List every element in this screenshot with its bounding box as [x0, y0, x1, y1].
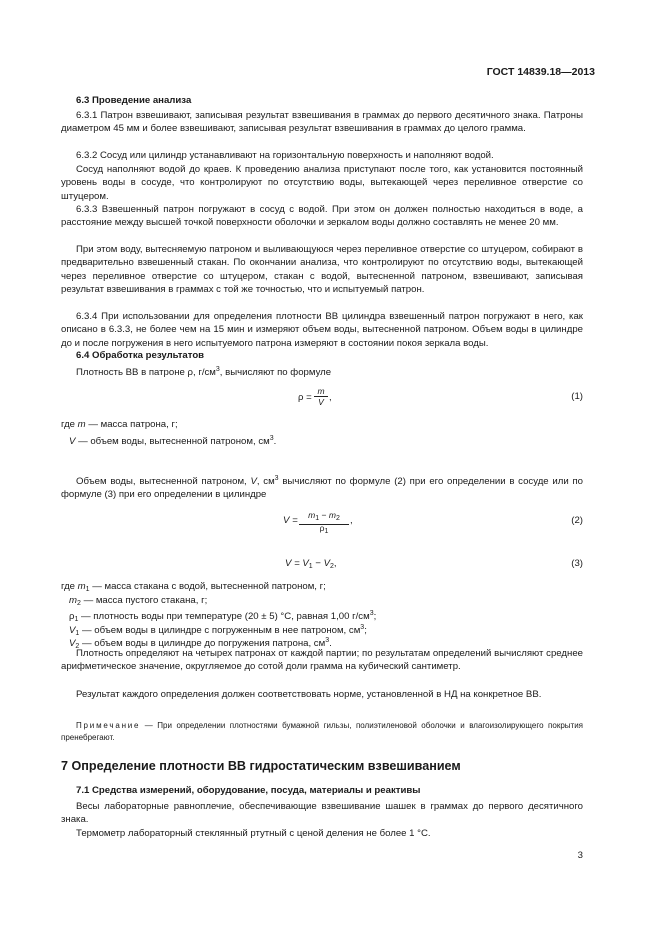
paragraph-water-fill: Сосуд наполняют водой до краев. К проведению анализа приступают после того, как установится постоянный уровень воды в сосуде, что контролируют по отсутствию воды, вытекающей через переливное отверстие со штуцером.: [61, 164, 583, 202]
paragraph-6-3-3: 6.3.3 Взвешенный патрон погружают в сосуд с водой. При этом он должен полностью находиться в воде, а расстояние между высшей точкой поверхности оболочки и зеркалом воды должно составлять не менее 20 мм.: [61, 204, 583, 229]
equation-2-number: (2): [571, 515, 583, 526]
section-7-1-title: 7.1 Средства измерений, оборудование, посуда, материалы и реактивы: [76, 785, 421, 796]
equation-3-number: (3): [571, 558, 583, 569]
where-m2: $m_2$ — масса пустого стакана, г;: [69, 595, 208, 607]
note: Примечание — При определении плотностями бумажной гильзы, полиэтиленовой оболочки и влагоизолирующего покрытия пренебрегают.: [61, 721, 583, 742]
where-v2: $V_2$ — объем воды в цилиндре до погружения патрона, $см^3$.: [69, 637, 332, 650]
paragraph-6-3-1: 6.3.1 Патрон взвешивают, записывая результат взвешивания в граммах до первого десятичного знака. Патроны диаметром 45 мм и более взвешивают, записывая результат взвешивания в граммах до целого грамма.: [61, 110, 583, 135]
document-code: ГОСТ 14839.18—2013: [486, 66, 595, 78]
equation-1-number: (1): [571, 391, 583, 402]
page-number: 3: [577, 850, 583, 861]
paragraph-four-cartridges: Плотность определяют на четырех патронах от каждой партии; по результатам определений вычисляют среднее арифметическое значение, округляемое до сотой доли грамма на кубический сантиметр.: [61, 648, 583, 673]
paragraph-6-3-4: 6.3.4 При использовании для определения плотности ВВ цилиндра взвешенный патрон погружают в него, как описано в 6.3.3, не более чем на 15 мин и измеряют объем воды, вытесненной патроном. Объем воды в цилиндре до и после погружения в него испытуемого патрона измеряют в состоянии покоя зеркала воды.: [61, 311, 583, 349]
equation-3: $V = V_1 - V_2$,: [285, 558, 337, 570]
density-intro: Плотность ВВ в патроне ρ, $г/см^3$, вычисляют по формуле: [76, 366, 332, 378]
where-m1: где $m_1$ — масса стакана с водой, вытесненной патроном, г;: [61, 581, 326, 593]
where-rho1: $\rho_1$ — плотность воды при температуре (20 ± 5) °С, равная 1,00 $г/см^3$;: [69, 610, 377, 623]
where-v1: $V_1$ — объем воды в цилиндре с погруженным в нее патроном, $см^3$;: [69, 624, 367, 637]
where-m: где m — масса патрона, г;: [61, 419, 178, 430]
paragraph-volume: Объем воды, вытесненной патроном, V, $см^3$ вычисляют по формуле (2) при его определении в сосуде или по формуле (3) при его определении в цилиндре: [61, 475, 583, 501]
paragraph-norm: Результат каждого определения должен соответствовать норме, установленной в НД на конкретное ВВ.: [76, 689, 542, 700]
where-v: V — объем воды, вытесненной патроном, $см^3$.: [69, 435, 277, 447]
paragraph-thermometer: Термометр лабораторный стеклянный ртутный с ценой деления не более 1 °С.: [76, 828, 431, 839]
section-6-3-title: 6.3 Проведение анализа: [76, 95, 192, 106]
section-7-title: 7 Определение плотности ВВ гидростатическим взвешиванием: [61, 759, 461, 773]
section-6-4-title: 6.4 Обработка результатов: [76, 350, 205, 361]
paragraph-displaced-water: При этом воду, вытесняемую патроном и выливающуюся через переливное отверстие со штуцером, собирают в предварительно взвешенный стакан. По окончании анализа, что контролируют по отсутствию воды, вытекающей через переливное отверстие со штуцером, стакан с водой, вытесненной патроном, взвешивают, записывая результат взвешивания в граммах с той же точностью, что и испытуемый патрон.: [61, 244, 583, 295]
paragraph-6-3-2: 6.3.2 Сосуд или цилиндр устанавливают на горизонтальную поверхность и наполняют водой.: [76, 150, 494, 161]
equation-2: V = $m_1 - m_2$ $\rho_1$ ,: [283, 510, 353, 535]
paragraph-scales: Весы лабораторные равноплечие, обеспечивающие взвешивание шашек в граммах до первого десятичного знака.: [61, 801, 583, 826]
